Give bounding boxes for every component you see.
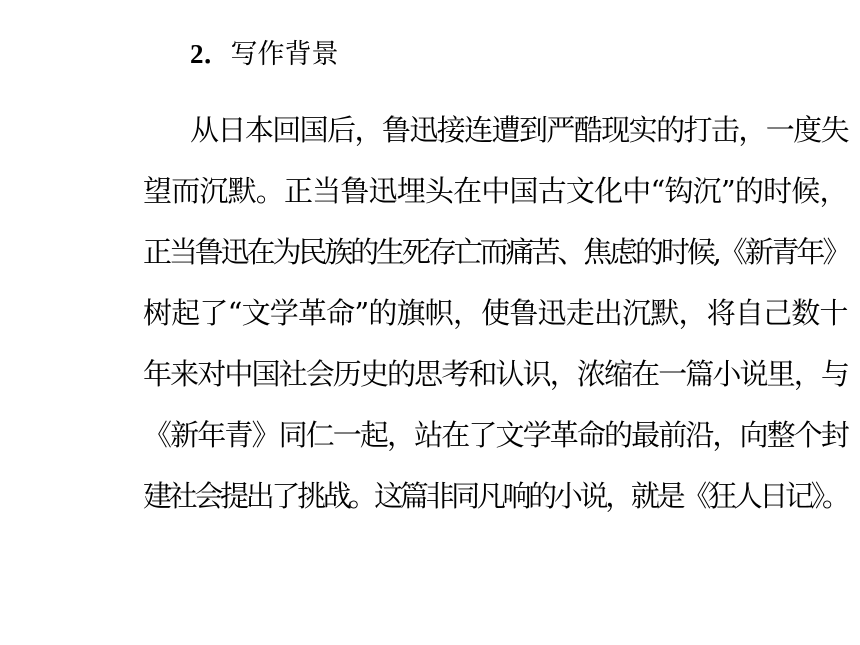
section-number: 2． (190, 39, 231, 69)
paragraph-line: 《新年青》同仁一起，站在了文学革命的最前沿，向整个封 (143, 418, 849, 452)
paragraph-line: 树起了“文学革命”的旗帜，使鲁迅走出沉默，将自己数十 (143, 296, 848, 330)
paragraph-line: 年来对中国社会历史的思考和认识，浓缩在一篇小说里，与 (143, 357, 849, 391)
section-title: 写作背景 (230, 39, 339, 70)
section-heading (190, 34, 339, 75)
paragraph-line: 望而沉默。正当鲁迅埋头在中国古文化中“钩沉”的时候， (143, 174, 848, 208)
paragraph-line: 从日本回国后，鲁迅接连遭到严酷现实的打击，一度失 (190, 113, 849, 147)
paragraph-line: 正当鲁迅在为民族的生死存亡而痛苦、焦虑的时候,《新青年》 (143, 235, 849, 269)
paragraph-line: 建社会提出了挑战。这篇非同凡响的小说，就是《狂人日记》。 (143, 479, 848, 513)
